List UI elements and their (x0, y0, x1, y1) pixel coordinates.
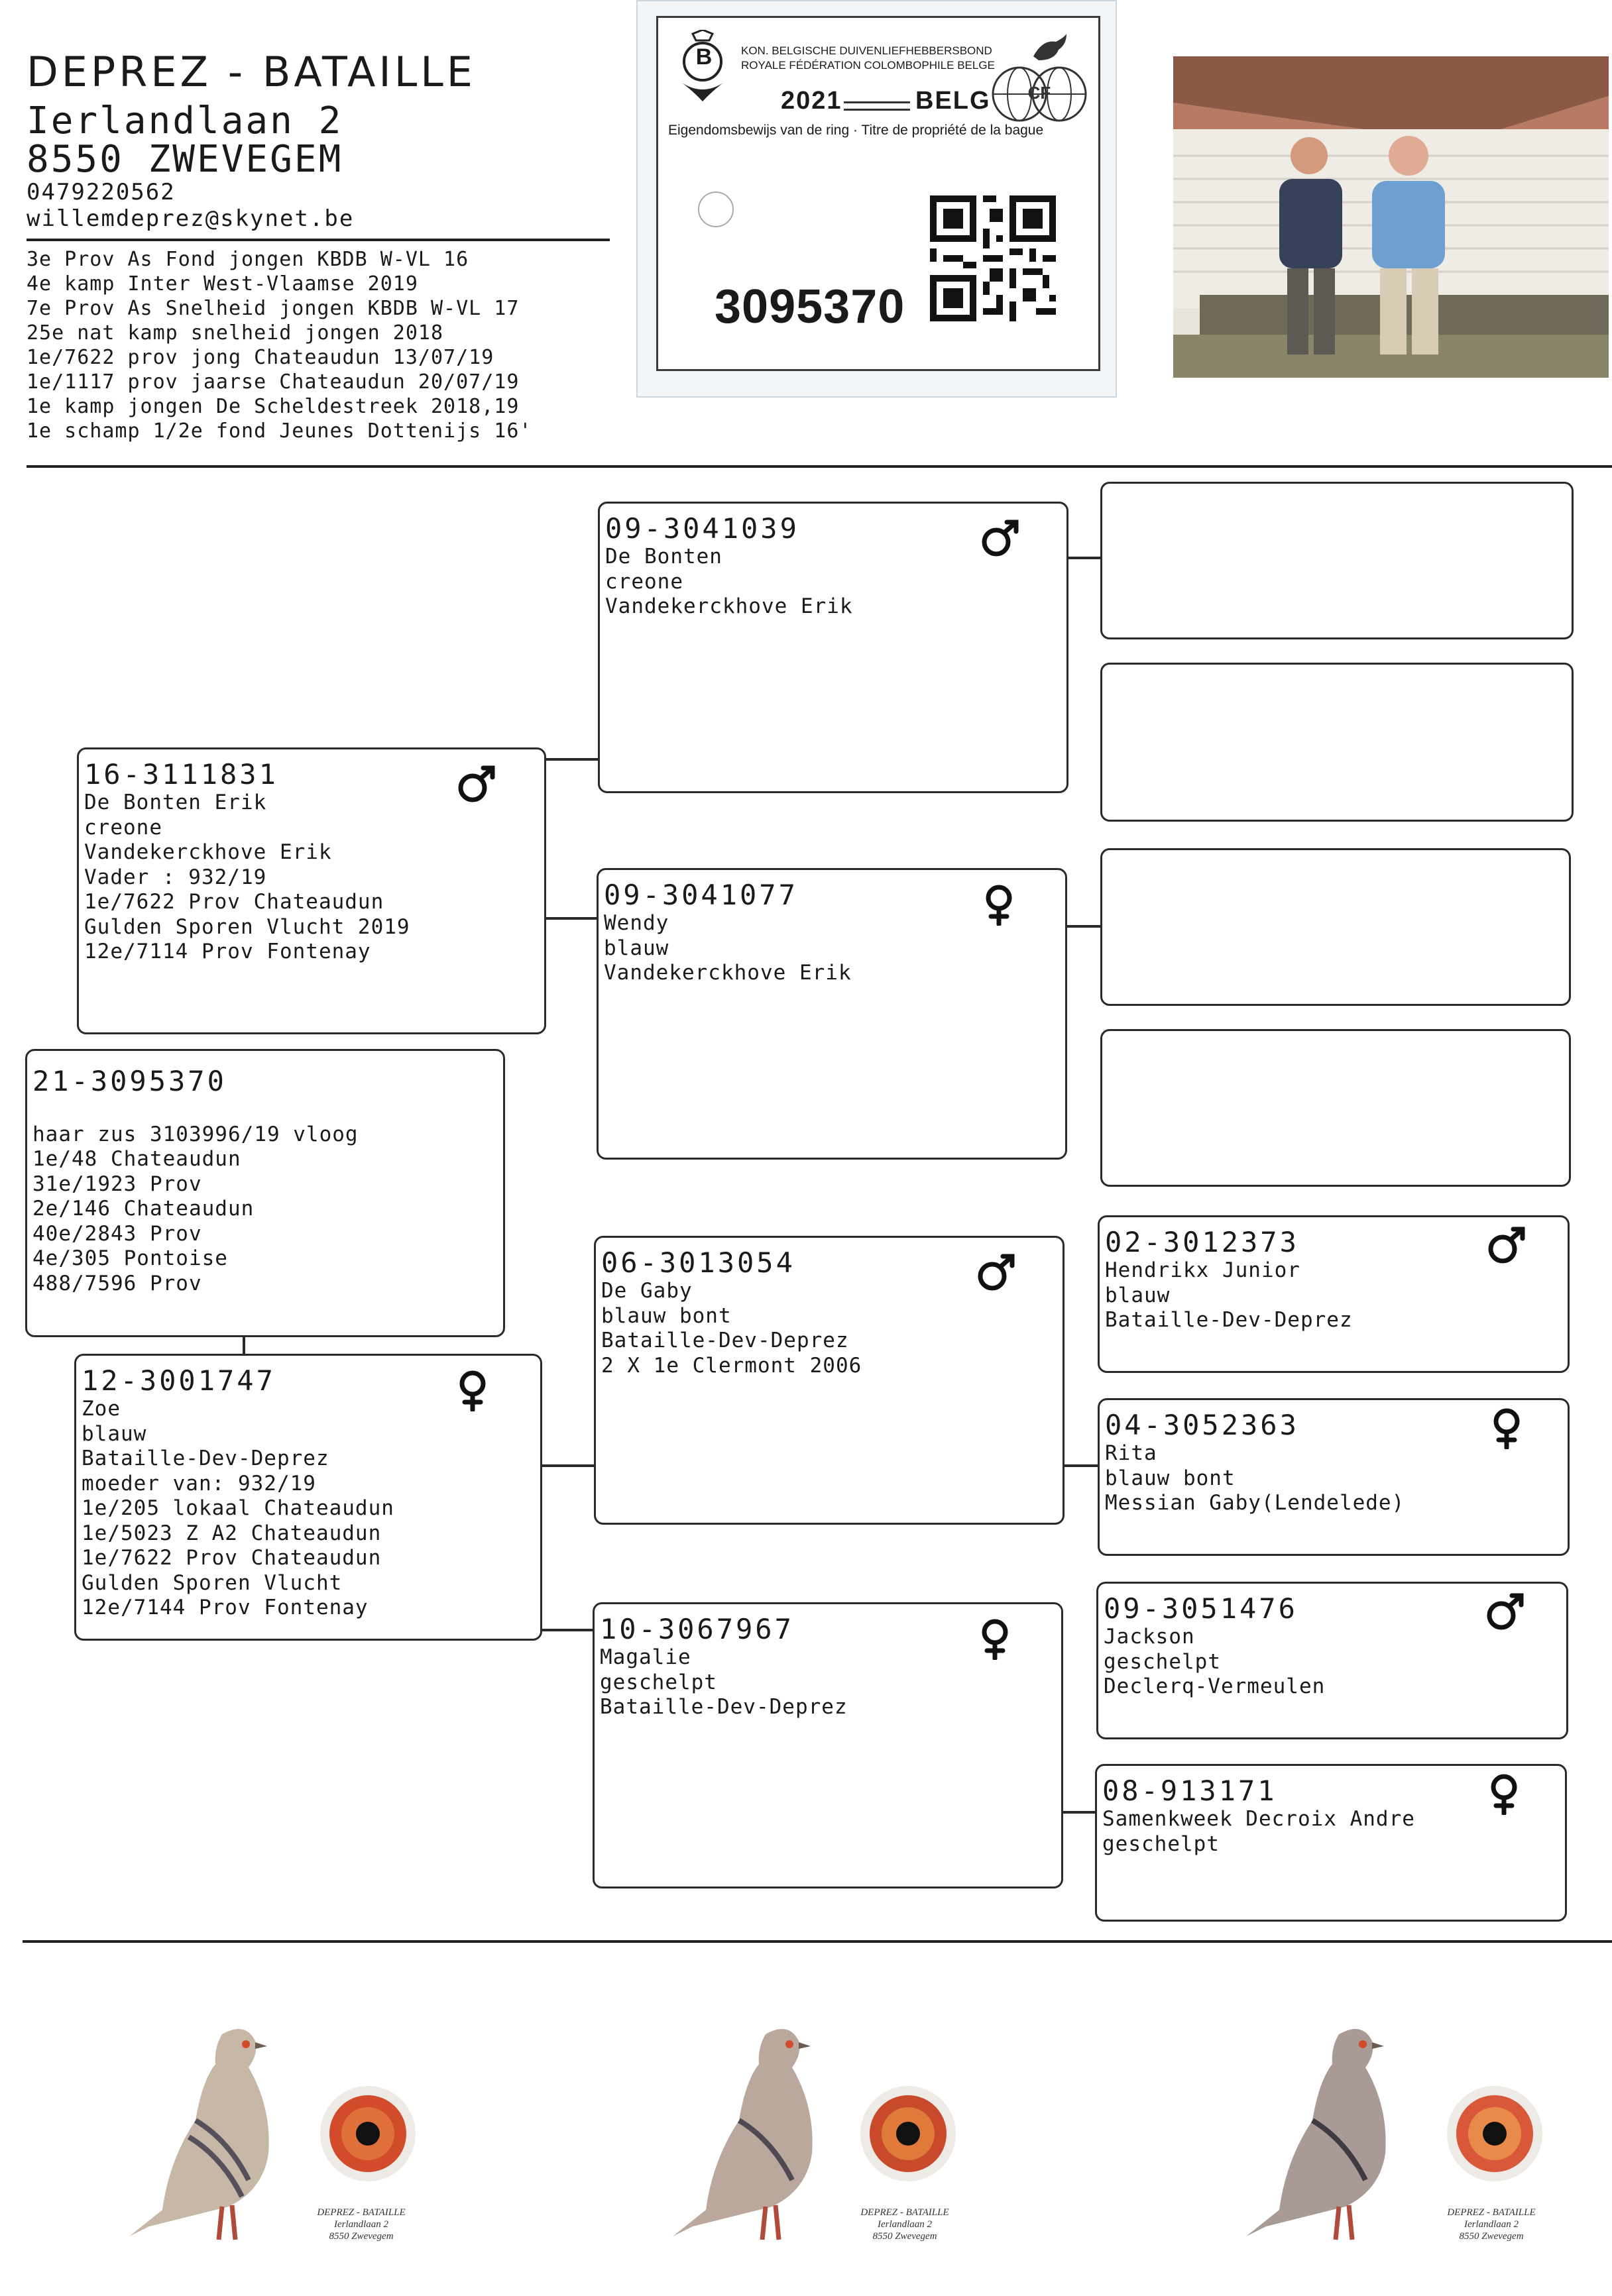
pigeon-eye-closeup (1445, 2084, 1544, 2183)
ring-number: 12-3001747 (82, 1364, 276, 1397)
pedigree-subject-card (25, 1049, 505, 1337)
card-line: Hendrikx Junior (1105, 1258, 1300, 1282)
male-icon (1485, 1224, 1528, 1266)
male-icon (1484, 1590, 1526, 1633)
connector (1061, 1811, 1098, 1814)
card-line: Bataille-Dev-Deprez (1105, 1308, 1353, 1332)
card-line: 488/7596 Prov (32, 1271, 202, 1295)
ring-number: 09-3051476 (1104, 1592, 1298, 1625)
card-line: Gulden Sporen Vlucht 2019 (84, 914, 410, 939)
ring-title: Eigendomsbewijs van de ring · Titre de propriété de la bague (668, 123, 1044, 138)
caption-name: DEPREZ - BATAILLE (1447, 2207, 1536, 2218)
pedigree-empty-card (1100, 1029, 1571, 1187)
pigeon-eye-closeup (318, 2084, 418, 2183)
achievement-item: 25e nat kamp snelheid jongen 2018 (27, 321, 444, 345)
pigeon-illustration (666, 2008, 852, 2266)
caption-city: 8550 Zwevegem (1459, 2231, 1524, 2242)
connector (538, 1629, 598, 1631)
card-line: 2e/146 Chateaudun (32, 1197, 255, 1221)
pigeon-illustration (1239, 2008, 1425, 2266)
card-line: Samenkweek Decroix Andre (1102, 1807, 1415, 1831)
connector (1061, 1464, 1098, 1467)
pedigree-grandsire-paternal-card (598, 502, 1068, 793)
pedigree-empty-card (1100, 663, 1574, 822)
caption-city: 8550 Zwevegem (329, 2231, 394, 2242)
pedigree-granddam-maternal-card (593, 1602, 1063, 1888)
footer-divider (23, 1940, 1612, 1943)
card-line: geschelpt (1102, 1831, 1220, 1856)
card-line: Jackson (1104, 1625, 1195, 1649)
card-line: haar zus 3103996/19 vloog (32, 1122, 359, 1146)
card-line: 4e/305 Pontoise (32, 1246, 228, 1270)
female-icon (1485, 1407, 1528, 1449)
owner-email: willemdeprez@skynet.be (27, 205, 355, 232)
pigeon-photo-card (63, 1995, 434, 2273)
pigeon-owner-caption (1418, 2207, 1564, 2242)
card-line: creone (605, 569, 683, 594)
pedigree-granddam-paternal-card (597, 868, 1067, 1160)
ring-number: 06-3013054 (601, 1246, 795, 1279)
pedigree-great-grandsire-card (1098, 1215, 1570, 1373)
pigeon-photo-card (1200, 1995, 1571, 2273)
card-line: De Bonten Erik (84, 791, 267, 814)
pigeon-eye-closeup (858, 2084, 958, 2183)
owner-phone: 0479220562 (27, 179, 176, 205)
caption-address: Ierlandlaan 2 (333, 2219, 389, 2230)
card-line: blauw (604, 936, 669, 960)
card-line: Wendy (604, 911, 669, 935)
caption-name: DEPREZ - BATAILLE (317, 2207, 406, 2218)
caption-address: Ierlandlaan 2 (877, 2219, 933, 2230)
connector (1066, 557, 1100, 559)
card-line: Bataille-Dev-Deprez (82, 1447, 329, 1470)
pigeon-illustration (123, 2008, 308, 2266)
card-line: Bataille-Dev-Deprez (600, 1695, 848, 1719)
card-line: 1e/48 Chateaudun (32, 1147, 241, 1171)
pedigree-sire-card (77, 747, 546, 1034)
female-icon (974, 1617, 1016, 1660)
pigeon-photo-card (620, 1995, 991, 2273)
card-line: 2 X 1e Clermont 2006 (601, 1353, 862, 1378)
card-line: geschelpt (600, 1670, 717, 1694)
connector (1066, 925, 1100, 928)
connector (544, 917, 601, 920)
ring-number: 08-913171 (1102, 1775, 1277, 1807)
female-icon (1483, 1773, 1525, 1815)
male-icon (455, 763, 498, 805)
achievement-item: 1e/7622 prov jong Chateaudun 13/07/19 (27, 346, 494, 369)
svg-text:CF: CF (1027, 83, 1051, 103)
caption-name: DEPREZ - BATAILLE (860, 2207, 949, 2218)
card-line: De Gaby (601, 1279, 693, 1303)
ring-org-fr: ROYALE FÉDÉRATION COLOMBOPHILE BELGE (741, 59, 995, 72)
card-line: Vandekerckhove Erik (604, 961, 852, 985)
dove-icon (1029, 32, 1069, 66)
connector (544, 758, 601, 761)
pedigree-grandsire-maternal-card (594, 1236, 1065, 1525)
card-line: moeder van: 932/19 (82, 1471, 316, 1496)
card-line: creone (84, 815, 162, 840)
ring-year: 2021 (781, 87, 842, 115)
ring-hole (698, 191, 734, 227)
card-line: 1e/5023 Z A2 Chateaudun (82, 1521, 382, 1545)
card-line: geschelpt (1104, 1649, 1221, 1674)
ring-number: 21-3095370 (32, 1065, 227, 1097)
ring-band-graphic (844, 101, 910, 111)
pedigree-empty-card (1100, 482, 1574, 639)
card-line: Bataille-Dev-Deprez (601, 1329, 849, 1352)
ring-logo-letter: B (695, 44, 713, 70)
achievement-item: 3e Prov As Fond jongen KBDB W-VL 16 (27, 248, 469, 271)
card-line: Magalie (600, 1645, 691, 1669)
male-icon (979, 517, 1021, 559)
card-line: blauw bont (1105, 1466, 1236, 1490)
pigeon-owner-caption (288, 2207, 434, 2242)
card-line: De Bonten (605, 545, 722, 569)
achievement-item: 1e/1117 prov jaarse Chateaudun 20/07/19 (27, 370, 520, 394)
pedigree-great-grandsire-card (1096, 1582, 1568, 1739)
ring-country: BELG (915, 87, 991, 115)
card-line: Vandekerckhove Erik (605, 594, 853, 618)
card-line: 1e/7622 Prov Chateaudun (84, 890, 384, 914)
owners-photo (1173, 56, 1609, 378)
ring-number: 3095370 (715, 280, 905, 333)
ring-number: 04-3052363 (1105, 1409, 1299, 1441)
caption-address: Ierlandlaan 2 (1464, 2219, 1519, 2230)
owner-name: DEPREZ - BATAILLE (27, 48, 476, 96)
pedigree-great-granddam-card (1095, 1764, 1567, 1922)
ring-ownership-card (636, 0, 1117, 398)
pigeon-owner-caption (832, 2207, 978, 2242)
card-line: Gulden Sporen Vlucht (82, 1570, 343, 1595)
pedigree-empty-card (1100, 848, 1571, 1006)
qr-code (930, 195, 1056, 321)
female-icon (451, 1369, 494, 1411)
header-underline (27, 239, 610, 241)
achievement-item: 4e kamp Inter West-Vlaamse 2019 (27, 272, 418, 296)
ring-number: 02-3012373 (1105, 1226, 1299, 1258)
achievement-item: 7e Prov As Snelheid jongen KBDB W-VL 17 (27, 297, 520, 320)
card-line: blauw (82, 1421, 147, 1446)
pedigree-dam-card (74, 1354, 542, 1641)
ring-number: 09-3041039 (605, 512, 799, 545)
connector (538, 1464, 598, 1467)
card-line: 12e/7144 Prov Fontenay (82, 1596, 369, 1619)
achievement-item: 1e schamp 1/2e fond Jeunes Dottenijs 16' (27, 419, 532, 443)
card-line: 40e/2843 Prov (32, 1221, 202, 1246)
owner-city: 8550 ZWEVEGEM (27, 138, 343, 181)
ring-org-nl: KON. BELGISCHE DUIVENLIEFHEBBERSBOND (741, 44, 992, 57)
card-line: 1e/205 lokaal Chateaudun (82, 1496, 394, 1520)
card-line: Messian Gaby(Lendelede) (1105, 1491, 1405, 1515)
card-line: Zoe (82, 1397, 121, 1421)
card-line: 12e/7114 Prov Fontenay (84, 940, 371, 963)
card-line: blauw (1105, 1283, 1171, 1307)
header-divider (27, 465, 1612, 468)
fci-globe-logo (990, 64, 1089, 124)
card-line: 1e/7622 Prov Chateaudun (82, 1546, 382, 1570)
male-icon (975, 1251, 1017, 1293)
card-line: 31e/1923 Prov (32, 1172, 202, 1196)
pedigree-great-granddam-card (1098, 1398, 1570, 1556)
ring-number: 16-3111831 (84, 758, 278, 791)
card-line (32, 1097, 498, 1122)
achievement-item: 1e kamp jongen De Scheldestreek 2018,19 (27, 395, 520, 418)
owner-street: Ierlandlaan 2 (27, 99, 343, 142)
card-line: Rita (1105, 1441, 1157, 1465)
ring-number: 09-3041077 (604, 879, 798, 911)
caption-city: 8550 Zwevegem (872, 2231, 937, 2242)
card-line: Declerq-Vermeulen (1104, 1674, 1326, 1698)
ring-number: 10-3067967 (600, 1613, 794, 1645)
female-icon (978, 883, 1020, 926)
card-line: Vader : 932/19 (84, 865, 267, 889)
card-line: blauw bont (601, 1303, 732, 1328)
card-line: Vandekerckhove Erik (84, 840, 332, 864)
